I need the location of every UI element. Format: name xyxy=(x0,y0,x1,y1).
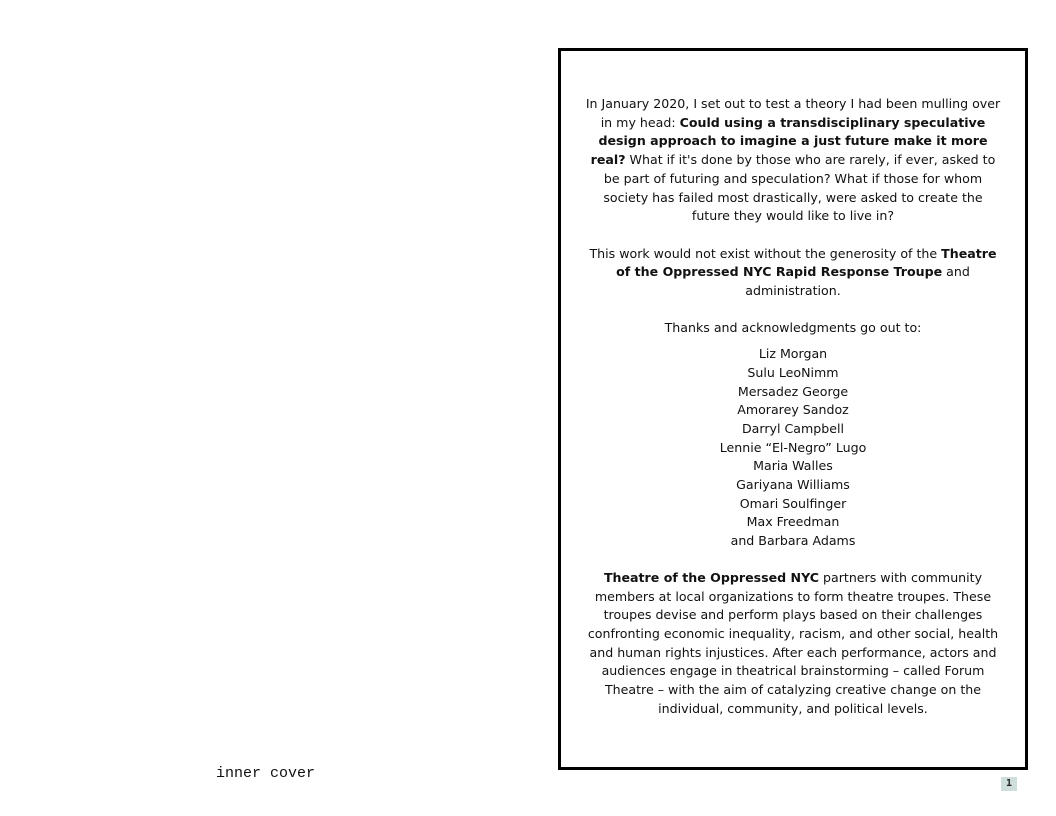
page-frame xyxy=(558,48,1028,770)
name-item: Amorarey Sandoz xyxy=(737,402,849,418)
generosity-rest: and administration. xyxy=(745,264,970,299)
names-list xyxy=(583,345,1003,551)
name-item: Omari Soulfinger xyxy=(739,495,847,511)
generosity-lead: This work would not exist without the generosity of the xyxy=(589,245,942,261)
name-item: and Barbara Adams xyxy=(730,533,856,549)
intro-lead: In January 2020, I set out to test a theory I had been mulling over in my head: xyxy=(585,96,1001,130)
name-item: Lennie “El-Negro” Lugo xyxy=(719,439,867,455)
inner-cover-label: inner cover xyxy=(216,765,316,782)
spacer xyxy=(583,301,1003,320)
intro-question: Could using a transdisciplinary speculative design approach to imagine a just future make it more real? xyxy=(590,114,988,168)
name-item: Maria Walles xyxy=(753,458,833,474)
about-rest: partners with community members at local organizations to form theatre troupes. These troupes devise and perform plays based on their challenges confronting economic inequality, racism, and other social, health and human rights injustices. After each performance, actors and audiences engage in theatrical brainstorming – called Forum Theatre – with the aim of catalyzing creative change on the individual, community, and political levels. xyxy=(587,569,999,716)
intro-rest: What if it's done by those who are rarely, if ever, asked to be part of futuring and speculation? What if those for whom society has failed most drastically, were asked to create the future they would like to live in? xyxy=(603,152,996,224)
spacer xyxy=(583,551,1003,569)
thanks-heading: Thanks and acknowledgments go out to: xyxy=(664,320,922,336)
name-item: Sulu LeoNimm xyxy=(747,364,839,380)
about-paragraph xyxy=(583,569,1003,719)
page-content xyxy=(583,95,1003,718)
spacer xyxy=(583,226,1003,245)
name-item: Gariyana Williams xyxy=(736,477,850,493)
intro-paragraph xyxy=(583,95,1003,226)
about-org: Theatre of the Oppressed NYC xyxy=(603,569,819,585)
page-number-badge: 1 xyxy=(1001,777,1017,791)
generosity-paragraph xyxy=(583,245,1003,301)
generosity-org: Theatre of the Oppressed NYC Rapid Response Troupe xyxy=(616,245,997,280)
name-item: Liz Morgan xyxy=(758,346,828,362)
name-item: Mersadez George xyxy=(737,383,849,399)
name-item: Darryl Campbell xyxy=(741,420,845,436)
name-item: Max Freedman xyxy=(746,514,840,530)
spacer xyxy=(583,338,1003,345)
